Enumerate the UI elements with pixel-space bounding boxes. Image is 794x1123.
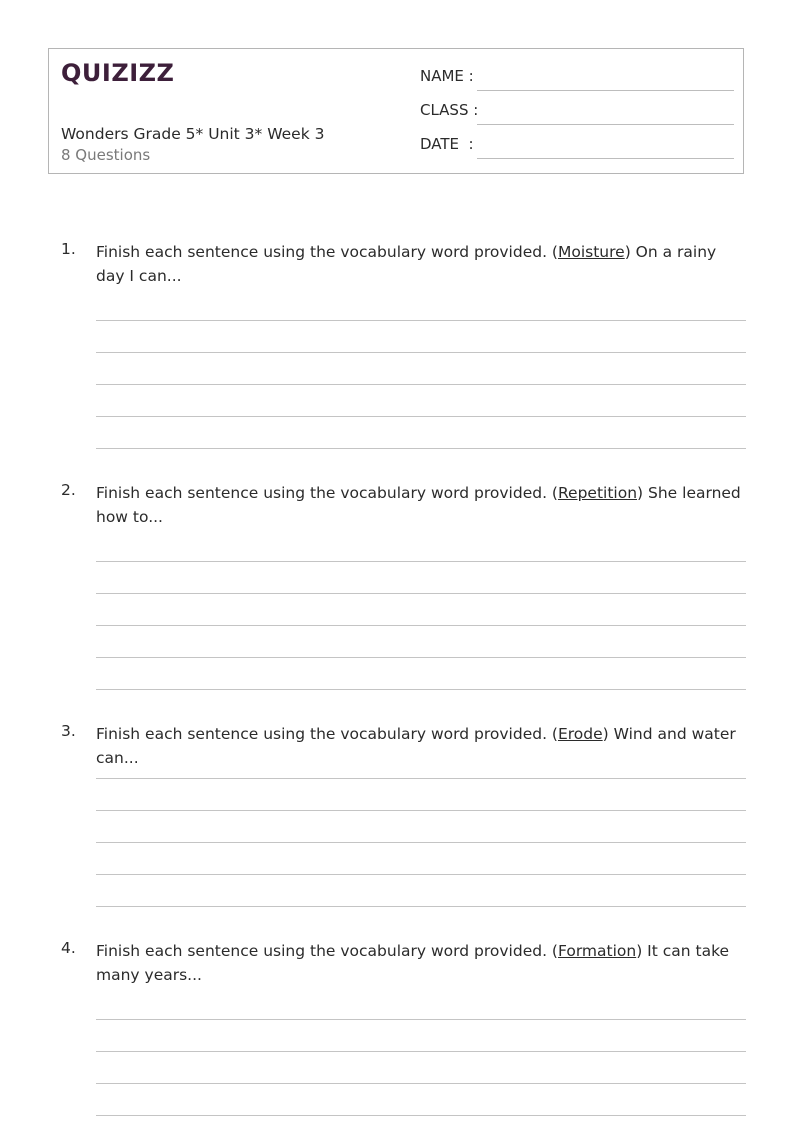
answer-line[interactable]: [96, 906, 746, 907]
question-count: 8 Questions: [61, 146, 151, 164]
answer-line[interactable]: [96, 778, 746, 779]
question-prefix: Finish each sentence using the vocabulary word provided. (: [96, 243, 558, 261]
class-label: CLASS :: [420, 101, 479, 119]
vocab-word: Erode: [557, 725, 603, 743]
question-suffix: ) On a rainy day I can...: [96, 243, 717, 285]
question-prefix: Finish each sentence using the vocabulary word provided. (: [96, 484, 558, 502]
question-prefix: Finish each sentence using the vocabulary word provided. (: [96, 725, 558, 743]
answer-line[interactable]: [96, 1115, 746, 1116]
question-prefix: Finish each sentence using the vocabulary word provided. (: [96, 942, 558, 960]
class-field: [420, 101, 734, 125]
answer-line[interactable]: [96, 1083, 746, 1084]
vocab-word: Moisture: [557, 243, 625, 261]
date-label: DATE :: [420, 135, 474, 153]
name-field: [420, 67, 734, 91]
answer-line[interactable]: [96, 1019, 746, 1020]
answer-line[interactable]: [96, 416, 746, 417]
worksheet-header: [48, 48, 744, 174]
name-label: NAME :: [420, 67, 474, 85]
question-number: 3.: [61, 722, 76, 740]
name-line[interactable]: [477, 90, 734, 91]
answer-line[interactable]: [96, 689, 746, 690]
answer-line[interactable]: [96, 593, 746, 594]
answer-line[interactable]: [96, 625, 746, 626]
answer-line[interactable]: [96, 657, 746, 658]
question-number: 1.: [61, 240, 76, 258]
class-line[interactable]: [477, 124, 734, 125]
date-line[interactable]: [477, 158, 734, 159]
answer-line[interactable]: [96, 842, 746, 843]
answer-line[interactable]: [96, 874, 746, 875]
date-field: [420, 135, 734, 159]
answer-line[interactable]: [96, 561, 746, 562]
vocab-word: Formation: [557, 942, 637, 960]
answer-line[interactable]: [96, 320, 746, 321]
answer-line[interactable]: [96, 1051, 746, 1052]
answer-line[interactable]: [96, 810, 746, 811]
question-text: [96, 939, 746, 987]
vocab-word: Repetition: [557, 484, 638, 502]
question-number: 2.: [61, 481, 76, 499]
question-suffix: ) She learned how to...: [96, 484, 741, 526]
worksheet-title: Wonders Grade 5* Unit 3* Week 3: [61, 125, 325, 143]
question-text: [96, 481, 746, 529]
question-text: [96, 722, 746, 770]
answer-line[interactable]: [96, 448, 746, 449]
question-suffix: ) It can take many years...: [96, 942, 730, 984]
question-suffix: ) Wind and water can...: [96, 725, 736, 767]
quizizz-logo: QUIZIZZ: [61, 59, 175, 87]
question-text: [96, 240, 746, 288]
answer-line[interactable]: [96, 352, 746, 353]
answer-line[interactable]: [96, 384, 746, 385]
question-number: 4.: [61, 939, 76, 957]
